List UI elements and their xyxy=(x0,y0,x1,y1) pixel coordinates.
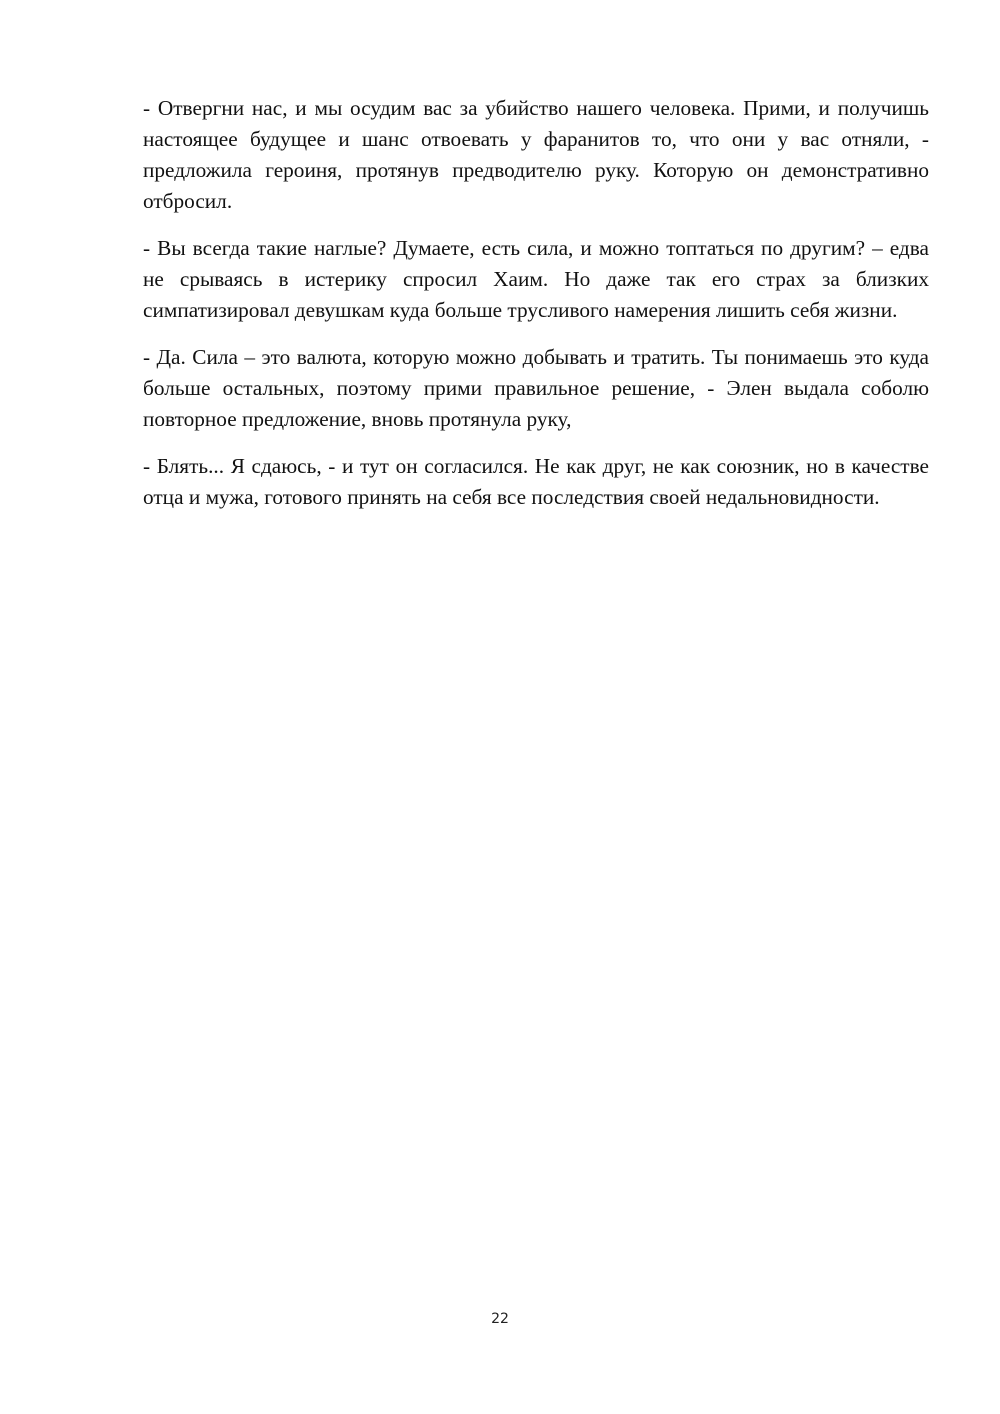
page-number: 22 xyxy=(491,1311,509,1327)
paragraph: - Отвергни нас, и мы осудим вас за убийство нашего человека. Прими, и получишь настоящее будущее и шанс отвоевать у фаранитов то, что они у вас отняли, - предложила героиня, протянув предводителю руку. Которую он демонстративно отбросил. xyxy=(143,96,929,213)
body-text xyxy=(143,93,929,529)
paragraph: - Блять... Я сдаюсь, - и тут он согласился. Не как друг, не как союзник, но в качестве отца и мужа, готового принять на себя все последствия своей недальновидности. xyxy=(143,454,929,509)
paragraph: - Да. Сила – это валюта, которую можно добывать и тратить. Ты понимаешь это куда больше остальных, поэтому прими правильное решение, - Элен выдала соболю повторное предложение, вновь протянула руку, xyxy=(143,345,929,431)
paragraph: - Вы всегда такие наглые? Думаете, есть сила, и можно топтаться по другим? – едва не срываясь в истерику спросил Хаим. Но даже так его страх за близких симпатизировал девушкам куда больше трусливого намерения лишить себя жизни. xyxy=(143,236,929,322)
